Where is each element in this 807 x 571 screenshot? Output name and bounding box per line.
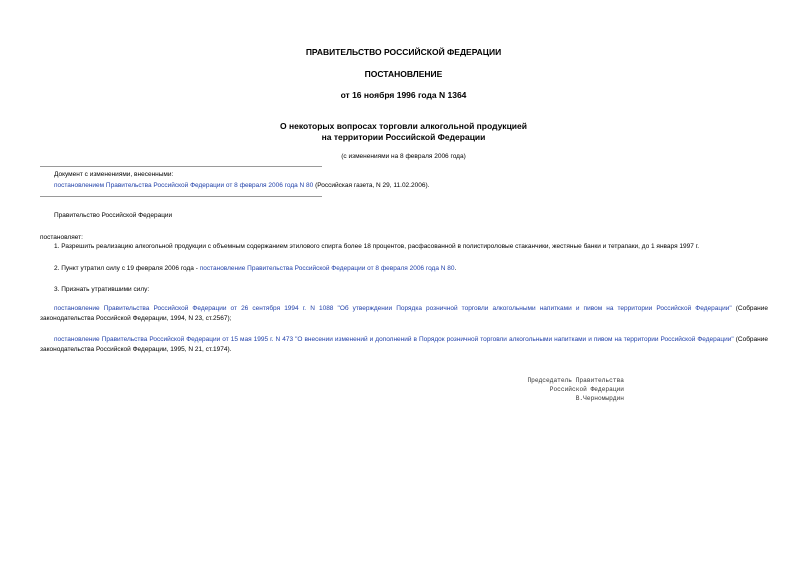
signatory-name: В.Черномырдин: [575, 395, 624, 402]
signatory-country: Российской Федерации: [549, 386, 624, 393]
repealed-act-1-link[interactable]: постановление Правительства Российской Федерации от 26 сентября 1994 г. N 1088 "Об утверждении Порядка розничной торговли алкогольными напитками и пивом на территории Российской Федерации": [54, 305, 732, 312]
document-title-line-1: О некоторых вопросах торговли алкогольной продукцией: [280, 121, 527, 131]
issuing-authority: ПРАВИТЕЛЬСТВО РОССИЙСКОЙ ФЕДЕРАЦИИ: [305, 47, 502, 57]
item-1: 1. Разрешить реализацию алкогольной продукции с объемным содержанием этилового спирта более 18 процентов, расфасованной в полистироловые стаканчики, жестяные банки и тетрапаки, до 1 января 1997 г.: [54, 243, 700, 250]
top-divider: [40, 166, 322, 167]
signature-block: [527, 376, 624, 403]
document-title-line-2: на территории Российской Федерации: [321, 132, 486, 142]
issuer-text: Правительство Российской Федерации: [54, 212, 173, 219]
item-2-end: .: [454, 265, 457, 272]
resolves-text: постановляет:: [40, 234, 83, 241]
item-2-link[interactable]: постановление Правительства Российской Федерации от 8 февраля 2006 года N 80: [199, 265, 455, 272]
item-2-text: 2. Пункт утратил силу с 19 февраля 2006 года -: [54, 265, 200, 272]
changes-line: [54, 181, 429, 190]
document-type: ПОСТАНОВЛЕНИЕ: [364, 69, 443, 79]
repealed-act-1: [40, 304, 768, 324]
repealed-act-2-link[interactable]: постановление Правительства Российской Федерации от 15 мая 1995 г. N 473 "О внесении изменений и дополнений в Порядок розничной торговли алкогольными напитками и пивом на территории Российской Федерации": [54, 336, 734, 343]
amendment-link[interactable]: постановлением Правительства Российской Федерации от 8 февраля 2006 года N 80: [54, 182, 314, 189]
amendment-source: (Российская газета, N 29, 11.02.2006).: [313, 182, 430, 189]
item-2: [54, 264, 456, 273]
document-date-number: от 16 ноября 1996 года N 1364: [340, 90, 467, 100]
signatory-position: Председатель Правительства: [527, 377, 624, 384]
changes-intro: Документ с изменениями, внесенными:: [54, 171, 174, 178]
bottom-divider: [40, 196, 322, 197]
item-3: 3. Признать утратившими силу:: [54, 286, 150, 293]
repealed-act-2: [40, 335, 768, 355]
repealed-act-2-source: (Собрание законодательства Российской Федерации, 1995, N 21, ст.1974).: [40, 336, 768, 353]
amendments-note: (с изменениями на 8 февраля 2006 года): [341, 153, 466, 160]
repealed-act-1-source: (Собрание законодательства Российской Федерации, 1994, N 23, ст.2567);: [40, 305, 768, 322]
